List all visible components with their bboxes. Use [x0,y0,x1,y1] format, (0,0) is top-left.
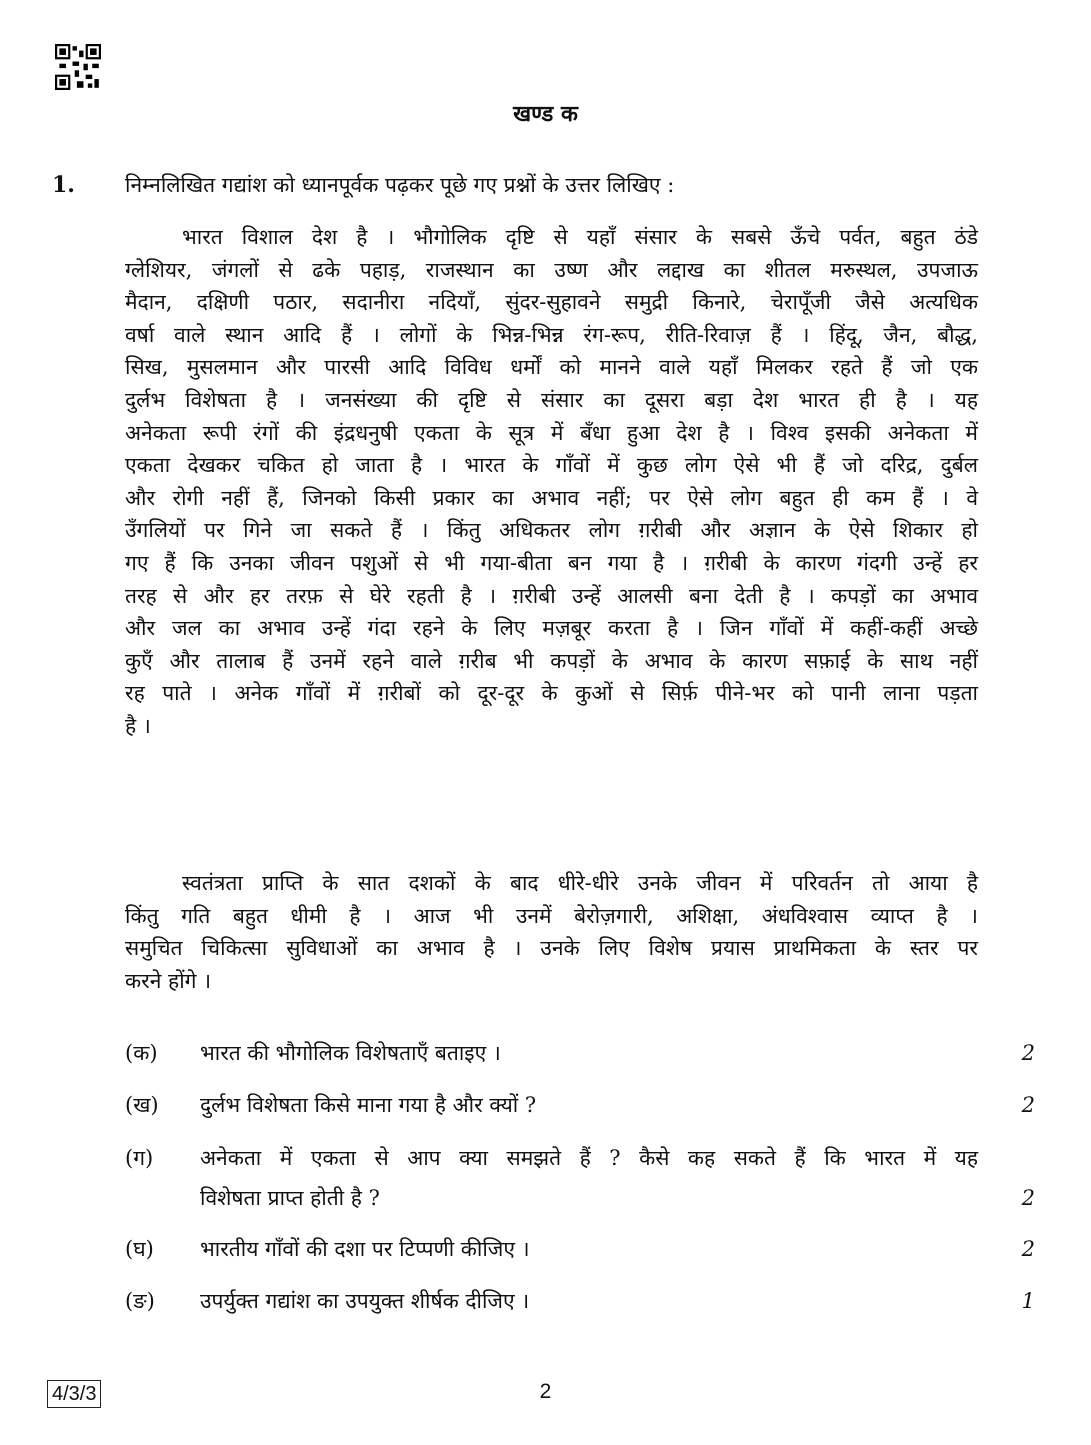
marks: 2 [1021,1041,1035,1065]
sub-question-label: (ग) [125,1146,154,1170]
page-number: 2 [539,1380,552,1403]
passage-line: दुर्लभ विशेषता है । जनसंख्या की दृष्टि से संसार का दूसरा बड़ा देश भारत ही है । यह [125,388,978,412]
passage-line: उँगलियों पर गिने जा सकते हैं । किंतु अधिकतर लोग ग़रीबी और अज्ञान के ऐसे शिकार हो [125,518,978,543]
passage-line: और रोगी नहीं हैं, जिनको किसी प्रकार का अभाव नहीं; पर ऐसे लोग बहुत ही कम हैं । वे [125,485,978,510]
paper-code: 4/3/3 [47,1380,101,1408]
marks: 2 [1021,1093,1035,1117]
sub-question-label: (ख) [125,1093,159,1117]
passage-line: गए हैं कि उनका जीवन पशुओं से भी गया-बीता बन गया है । ग़रीबी के कारण गंदगी उन्हें हर [125,551,978,575]
passage-line: एकता देखकर चकित हो जाता है । भारत के गाँवों में कुछ लोग ऐसे भी हैं जो दरिद्र, दुर्बल [125,453,978,478]
sub-question-text: भारतीय गाँवों की दशा पर टिप्पणी कीजिए । [200,1237,530,1261]
passage-line: वर्षा वाले स्थान आदि हैं । लोगों के भिन्न-भिन्न रंग-रूप, रीति-रिवाज़ हैं । हिंदू, जैन, बौद्ध, [125,322,978,347]
passage-line: ग्लेशियर, जंगलों से ढके पहाड़, राजस्थान का उष्ण और लद्दाख का शीतल मरुस्थल, उपजाऊ [125,257,978,282]
question-instruction: निम्नलिखित गद्यांश को ध्यानपूर्वक पढ़कर पूछे गए प्रश्नों के उत्तर लिखिए : [125,173,675,197]
passage-line: है । [125,714,151,738]
passage-line: समुचित चिकित्सा सुविधाओं का अभाव है । उनके लिए विशेष प्रयास प्राथमिकता के स्तर पर [125,936,978,961]
sub-question-label: (क) [125,1041,158,1065]
marks: 1 [1021,1289,1035,1313]
marks: 2 [1021,1186,1035,1210]
sub-question-label: (ङ) [125,1289,155,1313]
section-heading: खण्ड क [513,101,578,127]
passage-line: मैदान, दक्षिणी पठार, सदानीरा नदियाँ, सुंदर-सुहावने समुद्री किनारे, चेरापूँजी जैसे अत्यधिक [125,290,978,315]
marks: 2 [1021,1237,1035,1261]
passage-line: रह पाते । अनेक गाँवों में ग़रीबों को दूर-दूर के कुओं से सिर्फ़ पीने-भर को पानी लाना पड़ता [125,681,978,706]
passage-line: तरह से और हर तरफ़ से घेरे रहती है । ग़रीबी उन्हें आलसी बना देती है । कपड़ों का अभाव [125,583,978,608]
passage-line: कुएँ और तालाब हैं उनमें रहने वाले ग़रीब भी कपड़ों के अभाव के कारण सफ़ाई के साथ नहीं [125,648,978,673]
passage-line: सिख, मुसलमान और पारसी आदि विविध धर्मों को मानने वाले यहाँ मिलकर रहते हैं जो एक [125,355,978,380]
passage-line: और जल का अभाव उन्हें गंदा रहने के लिए मज़बूर करता है । जिन गाँवों में कहीं-कहीं अच्छे [125,616,978,641]
sub-question-text: विशेषता प्राप्त होती है ? [200,1186,380,1210]
sub-question-text: अनेकता में एकता से आप क्या समझते हैं ? कैसे कह सकते हैं कि भारत में यह [200,1146,978,1170]
sub-question-text: उपर्युक्त गद्यांश का उपयुक्त शीर्षक दीजिए । [200,1289,530,1313]
sub-question-text: भारत की भौगोलिक विशेषताएँ बताइए । [200,1041,501,1065]
passage-line: स्वतंत्रता प्राप्ति के सात दशकों के बाद धीरे-धीरे उनके जीवन में परिवर्तन तो आया है [182,871,978,895]
question-number: 1. [52,172,75,198]
sub-question-label: (घ) [125,1237,154,1261]
passage-line: भारत विशाल देश है । भौगोलिक दृष्टि से यहाँ संसार के सबसे ऊँचे पर्वत, बहुत ठंडे [182,225,978,249]
passage-line: अनेकता रूपी रंगों की इंद्रधनुषी एकता के सूत्र में बँधा हुआ देश है । विश्व इसकी अनेकता में [125,420,978,445]
sub-question-text: दुर्लभ विशेषता किसे माना गया है और क्यों ? [200,1093,537,1117]
qr-code [55,44,101,90]
passage-line: किंतु गति बहुत धीमी है । आज भी उनमें बेरोज़गारी, अशिक्षा, अंधविश्वास व्याप्त है । [125,903,978,928]
passage-line: करने होंगे । [125,968,212,993]
